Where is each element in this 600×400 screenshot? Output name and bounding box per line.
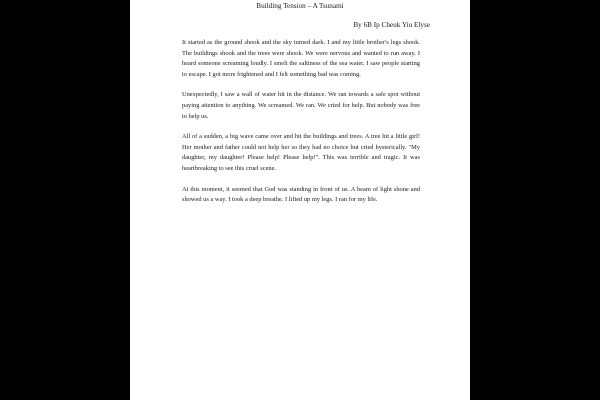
document-page <box>130 0 470 400</box>
document-title: Building Tension – A Tsunami <box>256 2 344 10</box>
document-body <box>182 38 420 216</box>
paragraph: It started as the ground shook and the sky turned dark. I and my little brother's legs shook. The buildings shook and the trees were shook. We were nervous and wanted to run away. I heard someone screaming loudly. I smelt the saltiness of the sea water. I saw people starting to escape. I got more frightened and I felt something bad was coming. <box>182 39 420 78</box>
paragraph: All of a sudden, a big wave came over and hit the buildings and trees. A tree hit a little girl! Her mother and father could not help her so they had no choice but cried hysterically. "My daughter, my daughter! Please help! Please help!". This was terrible and tragic. It was heartbreaking to see this cruel scene. <box>182 133 420 172</box>
document-author: By 6B Ip Cheuk Yiu Elyse <box>353 21 430 29</box>
paragraph: Unexpectedly, I saw a wall of water hit in the distance. We ran towards a safe spot without paying attention to anything. We screamed. We ran. We cried for help. But nobody was free to help us. <box>182 91 420 120</box>
paragraph: At this moment, it seemed that God was standing in front of us. A beam of light shone and showed us a way. I took a deep breathe. I lifted up my legs. I ran for my life. <box>182 185 420 204</box>
